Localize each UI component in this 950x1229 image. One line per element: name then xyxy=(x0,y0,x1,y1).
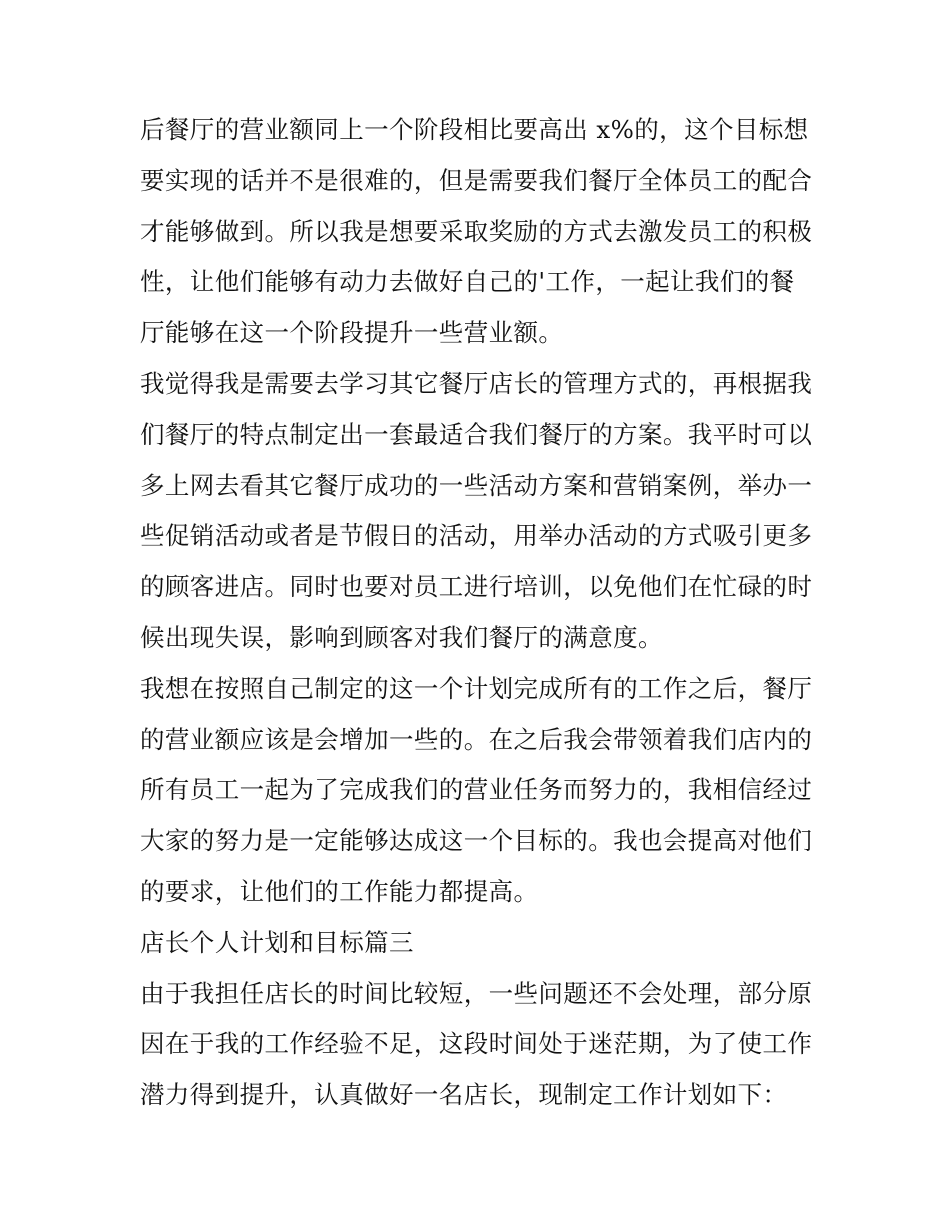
text-line: 们餐厅的特点制定出一套最适合我们餐厅的方案。我平时可以 xyxy=(140,419,813,449)
text-line: 的营业额应该是会增加一些的。在之后我会带领着我们店内的 xyxy=(140,724,813,754)
text-line: 我觉得我是需要去学习其它餐厅店长的管理方式的，再根据我 xyxy=(140,368,813,398)
text-line: 候出现失误，影响到顾客对我们餐厅的满意度。 xyxy=(140,622,663,652)
text-line: 我想在按照自己制定的这一个计划完成所有的工作之后，餐厅 xyxy=(140,673,813,703)
text-line: 因在于我的工作经验不足，这段时间处于迷茫期，为了使工作 xyxy=(140,1029,813,1059)
text-line: 性，让他们能够有动力去做好自己的'工作，一起让我们的餐 xyxy=(140,267,795,297)
text-line: 所有员工一起为了完成我们的营业任务而努力的，我相信经过 xyxy=(140,775,813,805)
text-line: 后餐厅的营业额同上一个阶段相比要高出 x%的，这个目标想 xyxy=(140,115,809,144)
text-line: 的顾客进店。同时也要对员工进行培训，以免他们在忙碌的时 xyxy=(140,572,813,602)
section-heading: 店长个人计划和目标篇三 xyxy=(140,927,414,957)
text-line: 才能够做到。所以我是想要采取奖励的方式去激发员工的积极 xyxy=(140,216,813,246)
text-line: 由于我担任店长的时间比较短，一些问题还不会处理，部分原 xyxy=(140,978,813,1008)
text-line: 大家的努力是一定能够达成这一个目标的。我也会提高对他们 xyxy=(140,826,813,856)
document-body xyxy=(140,105,820,1121)
text-line: 要实现的话并不是很难的，但是需要我们餐厅全体员工的配合 xyxy=(140,165,813,195)
text-line: 的要求，让他们的工作能力都提高。 xyxy=(140,876,539,906)
text-line: 多上网去看其它餐厅成功的一些活动方案和营销案例，举办一 xyxy=(140,470,813,500)
text-line: 潜力得到提升，认真做好一名店长，现制定工作计划如下： xyxy=(140,1080,788,1110)
text-line: 些促销活动或者是节假日的活动，用举办活动的方式吸引更多 xyxy=(140,521,813,551)
text-line: 厅能够在这一个阶段提升一些营业额。 xyxy=(140,318,564,348)
